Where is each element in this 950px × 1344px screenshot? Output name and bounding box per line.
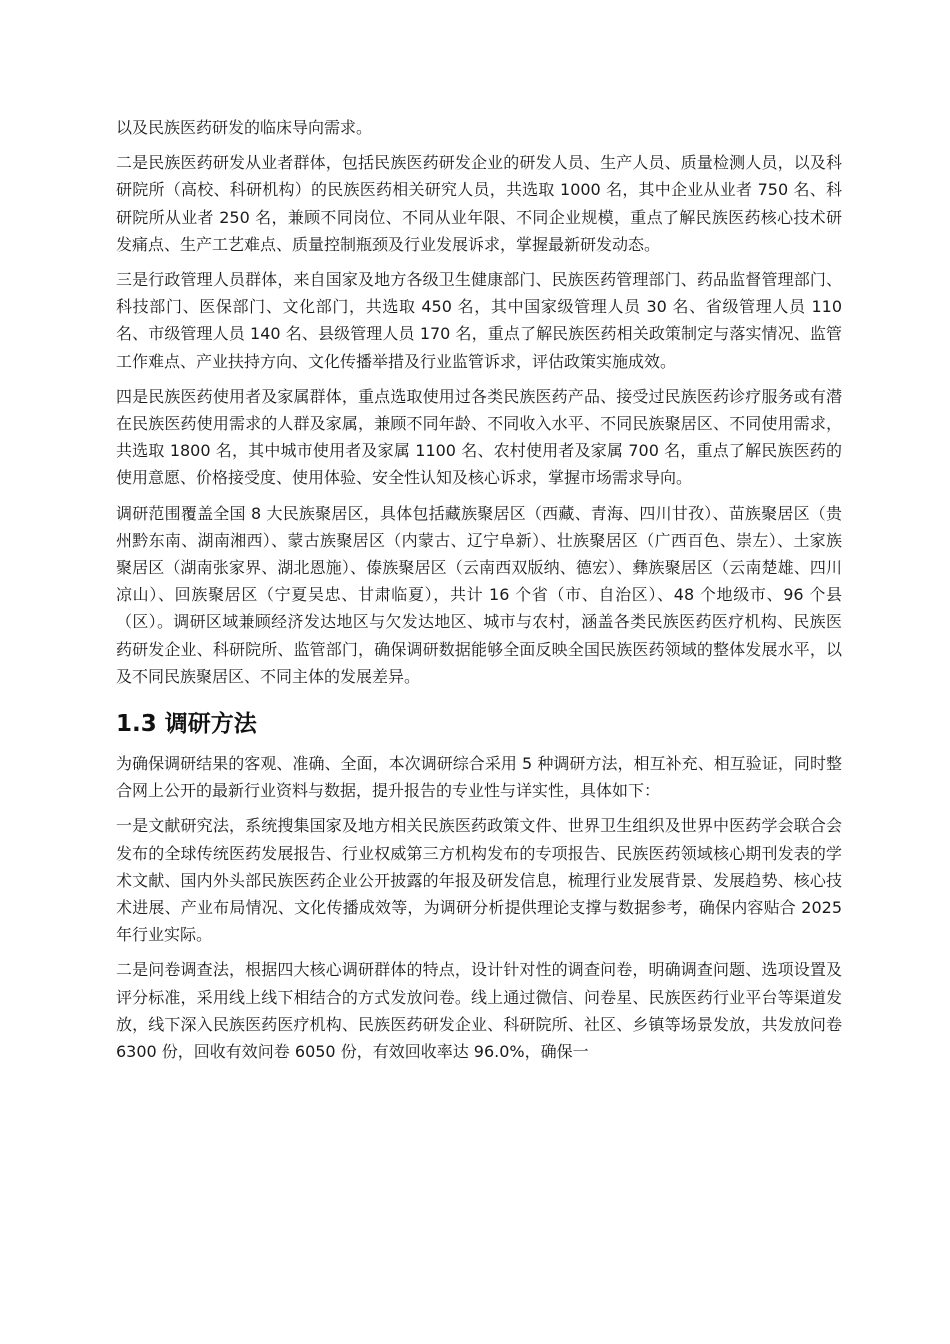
paragraph-rd-practitioners: 二是民族医药研发从业者群体，包括民族医药研发企业的研发人员、生产人员、质量检测人员，以及科研院所（高校、科研机构）的民族医药相关研究人员，共选取 1000 名，其中企业从业者 750 名、科研院所从业者 250 名，兼顾不同岗位、不同从业年限、不同企业规模，重点了解民族医药核心技术研发痛点、生产工艺难点、质量控制瓶颈及行业发展诉求，掌握最新研发动态。 [116,153,842,254]
paragraph-literature-research: 一是文献研究法，系统搜集国家及地方相关民族医药政策文件、世界卫生组织及世界中医药学会联合会发布的全球传统医药发展报告、行业权威第三方机构发布的专项报告、民族医药领域核心期刊发表的学术文献、国内外头部民族医药企业公开披露的年报及研发信息，梳理行业发展背景、发展趋势、核心技术进展、产业布局情况、文化传播成效等，为调研分析提供理论支撑与数据参考，确保内容贴合 2025 年行业实际。 [116,816,842,945]
paragraph-survey-scope: 调研范围覆盖全国 8 大民族聚居区，具体包括藏族聚居区（西藏、青海、四川甘孜）、苗族聚居区（贵州黔东南、湖南湘西）、蒙古族聚居区（内蒙古、辽宁阜新）、壮族聚居区（广西百色、崇左）、土家族聚居区（湖南张家界、湖北恩施）、傣族聚居区（云南西双版纳、德宏）、彝族聚居区（云南楚雄、四川凉山）、回族聚居区（宁夏吴忠、甘肃临夏），共计 16 个省（市、自治区）、48 个地级市、96 个县（区）。调研区域兼顾经济发达地区与欠发达地区、城市与农村，涵盖各类民族医药医疗机构、民族医药研发企业、科研院所、监管部门，确保调研数据能够全面反映全国民族医药领域的整体发展水平，以及不同民族聚居区、不同主体的发展差异。 [116,503,842,686]
paragraph-clinical-needs: 以及民族医药研发的临床导向需求。 [116,118,373,137]
paragraph-users-families: 四是民族医药使用者及家属群体，重点选取使用过各类民族医药产品、接受过民族医药诊疗服务或有潜在民族医药使用需求的人群及家属，兼顾不同年龄、不同收入水平、不同民族聚居区、不同使用需求，共选取 1800 名，其中城市使用者及家属 1100 名、农村使用者及家属 700 名，重点了解民族医药的使用意愿、价格接受度、使用体验、安全性认知及核心诉求，掌握市场需求导向。 [116,386,842,488]
paragraph-questionnaire-survey: 二是问卷调查法，根据四大核心调研群体的特点，设计针对性的调查问卷，明确调查问题、选项设置及评分标准，采用线上线下相结合的方式发放问卷。线上通过微信、问卷星、民族医药行业平台等渠道发放，线下深入民族医药医疗机构、民族医药研发企业、科研院所、社区、乡镇等场景发放，共发放问卷 6300 份，回收有效问卷 6050 份，有效回收率达 96.0%，确保一 [116,960,842,1062]
paragraph-administrators: 三是行政管理人员群体，来自国家及地方各级卫生健康部门、民族医药管理部门、药品监督管理部门、科技部门、医保部门、文化部门，共选取 450 名，其中国家级管理人员 30 名、省级管理人员 110 名、市级管理人员 140 名、县级管理人员 170 名，重点了解民族医药相关政策制定与落实情况、监管工作难点、产业扶持方向、文化传播举措及行业监管诉求，评估政策实施成效。 [116,270,842,371]
paragraph-methods-intro: 为确保调研结果的客观、准确、全面，本次调研综合采用 5 种调研方法，相互补充、相互验证，同时整合网上公开的最新行业资料与数据，提升报告的专业性与详实性，具体如下： [116,754,842,801]
section-heading: 1.3 调研方法 [116,711,257,738]
document-page [116,114,842,1073]
